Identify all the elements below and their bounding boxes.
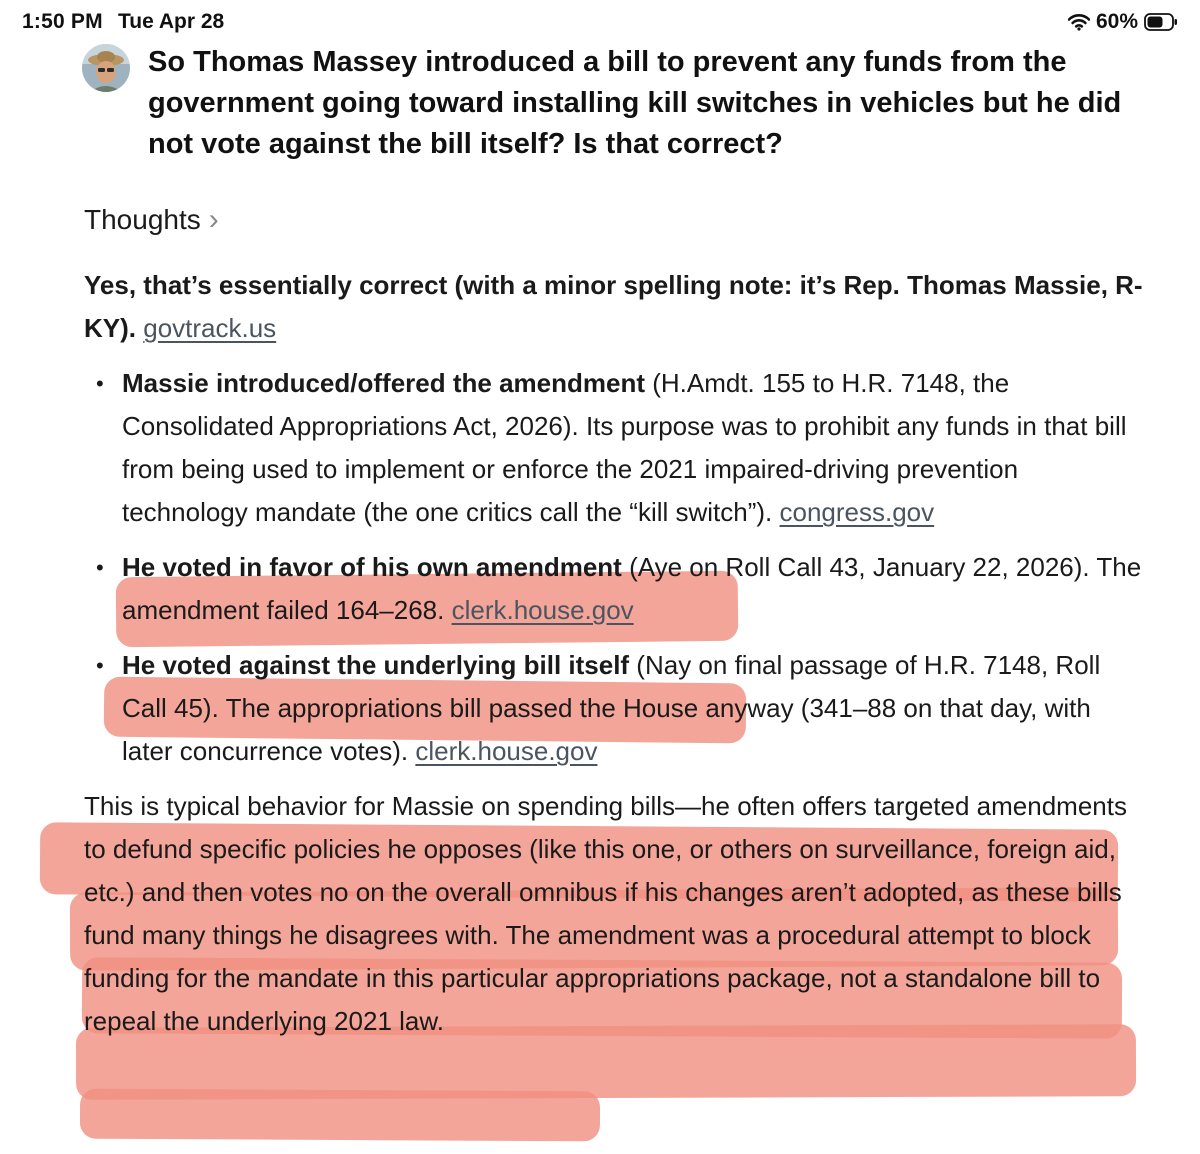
answer-intro-text: Yes, that’s essentially correct (with a minor spelling note: it’s Rep. Thomas Massie, R-KY). (84, 270, 1143, 343)
source-link[interactable]: congress.gov (779, 497, 935, 527)
status-indicators (1068, 9, 1178, 35)
source-link[interactable]: clerk.house.gov (415, 736, 598, 766)
answer-bullets (84, 362, 1144, 773)
status-bar (0, 0, 1200, 44)
list-item (84, 644, 1144, 773)
bullet-text: (H.Amdt. 155 to H.R. 7148, the Consolidated Appropriations Act, 2026). Its purpose was to prohibit any funds in that bill from being used to implement or enforce the 2021 impaired-driving prevention technology mandate (the one critics call the “kill switch”). (122, 368, 1127, 527)
bullet-heading: He voted against the underlying bill itself (122, 650, 630, 680)
chevron-right-icon: › (208, 203, 219, 236)
bullet-heading: Massie introduced/offered the amendment (122, 368, 645, 398)
thoughts-label: Thoughts (84, 204, 201, 235)
highlight-stroke (80, 1089, 600, 1142)
user-prompt: So Thomas Massey introduced a bill to prevent any funds from the government going toward installing kill switches in vehicles but he did not vote against the bill itself? Is that correct? (148, 46, 1122, 160)
thoughts-toggle[interactable] (84, 200, 219, 240)
battery-percentage: 60% (1095, 10, 1138, 33)
status-date: Tue Apr 28 (118, 10, 225, 33)
status-time: 1:50 PM (22, 10, 103, 33)
bullet-text: (Nay on final passage of H.R. 7148, Roll Call 45). The appropriations bill passed the House anyway (341–88 on that day, with later concurrence votes). (122, 650, 1101, 766)
answer-closing: This is typical behavior for Massie on spending bills—he often offers targeted amendments to defund specific policies he opposes (like this one, or others on surveillance, foreign aid, etc.) and then votes no on the overall omnibus if his changes aren’t adopted, as these bills fund many things he disagrees with. The amendment was a procedural attempt to block funding for the mandate in this particular appropriations package, not a standalone bill to repeal the underlying 2021 law. (84, 791, 1127, 1036)
list-item (84, 362, 1144, 534)
assistant-answer (84, 264, 1144, 1043)
source-link[interactable]: clerk.house.gov (451, 595, 634, 625)
bullet-text: (Aye on Roll Call 43, January 22, 2026). The amendment failed 164–268. (122, 552, 1142, 625)
answer-intro (84, 264, 1144, 350)
battery-icon (1144, 13, 1178, 31)
user-avatar[interactable] (82, 44, 130, 92)
bullet-heading: He voted in favor of his own amendment (122, 552, 622, 582)
wifi-icon (1068, 13, 1090, 31)
source-link[interactable]: govtrack.us (143, 313, 277, 343)
bullet-dot: • (96, 371, 104, 396)
list-item (84, 546, 1144, 632)
bullet-dot: • (96, 555, 104, 580)
bullet-dot: • (96, 653, 104, 678)
